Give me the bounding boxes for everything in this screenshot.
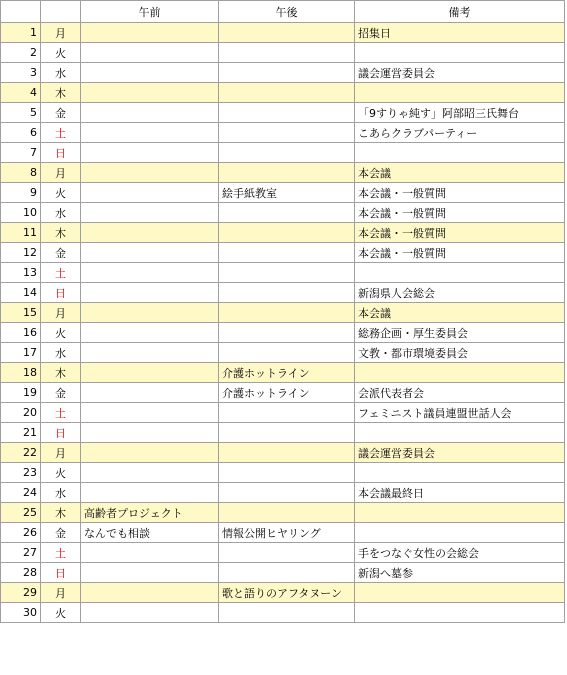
- afternoon-cell: [219, 23, 355, 43]
- morning-cell: [81, 263, 219, 283]
- notes-cell: 本会議最終日: [355, 483, 565, 503]
- morning-cell: [81, 123, 219, 143]
- weekday-cell: 木: [41, 363, 81, 383]
- morning-cell: [81, 243, 219, 263]
- day-cell: 6: [1, 123, 41, 143]
- morning-cell: [81, 343, 219, 363]
- notes-cell: 本会議・一般質問: [355, 203, 565, 223]
- morning-cell: [81, 43, 219, 63]
- weekday-cell: 火: [41, 183, 81, 203]
- morning-cell: 高齢者プロジェクト: [81, 503, 219, 523]
- table-row: [1, 283, 565, 303]
- table-row: [1, 403, 565, 423]
- table-row: [1, 263, 565, 283]
- afternoon-cell: [219, 43, 355, 63]
- weekday-cell: 月: [41, 23, 81, 43]
- notes-cell: [355, 463, 565, 483]
- notes-cell: 手をつなぐ女性の会総会: [355, 543, 565, 563]
- weekday-cell: 金: [41, 243, 81, 263]
- notes-cell: [355, 363, 565, 383]
- morning-cell: [81, 583, 219, 603]
- weekday-cell: 土: [41, 403, 81, 423]
- weekday-cell: 日: [41, 283, 81, 303]
- table-row: [1, 223, 565, 243]
- table-row: [1, 123, 565, 143]
- morning-cell: [81, 223, 219, 243]
- afternoon-cell: [219, 403, 355, 423]
- afternoon-cell: 介護ホットライン: [219, 383, 355, 403]
- weekday-cell: 金: [41, 523, 81, 543]
- notes-cell: 議会運営委員会: [355, 63, 565, 83]
- weekday-cell: 月: [41, 163, 81, 183]
- header-notes: 備考: [355, 1, 565, 23]
- header-day: [1, 1, 41, 23]
- table-row: [1, 363, 565, 383]
- table-row: [1, 103, 565, 123]
- morning-cell: [81, 543, 219, 563]
- afternoon-cell: [219, 343, 355, 363]
- afternoon-cell: [219, 443, 355, 463]
- weekday-cell: 日: [41, 143, 81, 163]
- afternoon-cell: [219, 543, 355, 563]
- morning-cell: [81, 183, 219, 203]
- table-row: [1, 163, 565, 183]
- weekday-cell: 水: [41, 203, 81, 223]
- weekday-cell: 火: [41, 323, 81, 343]
- notes-cell: 本会議・一般質問: [355, 223, 565, 243]
- morning-cell: [81, 163, 219, 183]
- morning-cell: [81, 423, 219, 443]
- notes-cell: 「9すりゃ純す」阿部昭三氏舞台: [355, 103, 565, 123]
- table-row: [1, 243, 565, 263]
- morning-cell: [81, 603, 219, 623]
- day-cell: 27: [1, 543, 41, 563]
- morning-cell: [81, 23, 219, 43]
- notes-cell: 本会議: [355, 303, 565, 323]
- weekday-cell: 水: [41, 63, 81, 83]
- morning-cell: [81, 323, 219, 343]
- table-row: [1, 203, 565, 223]
- weekday-cell: 木: [41, 83, 81, 103]
- morning-cell: [81, 563, 219, 583]
- notes-cell: 新潟へ墓参: [355, 563, 565, 583]
- day-cell: 26: [1, 523, 41, 543]
- table-row: [1, 423, 565, 443]
- afternoon-cell: [219, 603, 355, 623]
- weekday-cell: 金: [41, 383, 81, 403]
- header-afternoon: 午後: [219, 1, 355, 23]
- afternoon-cell: [219, 503, 355, 523]
- table-row: [1, 583, 565, 603]
- morning-cell: [81, 363, 219, 383]
- morning-cell: [81, 383, 219, 403]
- afternoon-cell: [219, 303, 355, 323]
- day-cell: 30: [1, 603, 41, 623]
- weekday-cell: 火: [41, 463, 81, 483]
- morning-cell: [81, 63, 219, 83]
- table-row: [1, 83, 565, 103]
- afternoon-cell: [219, 243, 355, 263]
- weekday-cell: 木: [41, 503, 81, 523]
- table-row: [1, 63, 565, 83]
- notes-cell: 文教・都市環境委員会: [355, 343, 565, 363]
- notes-cell: 総務企画・厚生委員会: [355, 323, 565, 343]
- afternoon-cell: [219, 143, 355, 163]
- notes-cell: 招集日: [355, 23, 565, 43]
- morning-cell: [81, 443, 219, 463]
- morning-cell: [81, 103, 219, 123]
- weekday-cell: 土: [41, 263, 81, 283]
- table-row: [1, 143, 565, 163]
- afternoon-cell: [219, 83, 355, 103]
- day-cell: 29: [1, 583, 41, 603]
- notes-cell: [355, 523, 565, 543]
- weekday-cell: 金: [41, 103, 81, 123]
- day-cell: 22: [1, 443, 41, 463]
- day-cell: 24: [1, 483, 41, 503]
- morning-cell: [81, 403, 219, 423]
- day-cell: 8: [1, 163, 41, 183]
- day-cell: 2: [1, 43, 41, 63]
- header-row: [1, 1, 565, 23]
- day-cell: 7: [1, 143, 41, 163]
- notes-cell: [355, 603, 565, 623]
- afternoon-cell: [219, 323, 355, 343]
- morning-cell: [81, 143, 219, 163]
- table-row: [1, 523, 565, 543]
- header-morning: 午前: [81, 1, 219, 23]
- table-row: [1, 183, 565, 203]
- table-row: [1, 503, 565, 523]
- weekday-cell: 日: [41, 423, 81, 443]
- afternoon-cell: [219, 463, 355, 483]
- notes-cell: フェミニスト議員連盟世話人会: [355, 403, 565, 423]
- notes-cell: [355, 503, 565, 523]
- day-cell: 19: [1, 383, 41, 403]
- notes-cell: 会派代表者会: [355, 383, 565, 403]
- afternoon-cell: 歌と語りのアフタヌーン: [219, 583, 355, 603]
- day-cell: 1: [1, 23, 41, 43]
- notes-cell: [355, 43, 565, 63]
- notes-cell: [355, 583, 565, 603]
- table-row: [1, 483, 565, 503]
- weekday-cell: 水: [41, 343, 81, 363]
- afternoon-cell: [219, 203, 355, 223]
- notes-cell: 本会議・一般質問: [355, 183, 565, 203]
- afternoon-cell: [219, 223, 355, 243]
- day-cell: 10: [1, 203, 41, 223]
- day-cell: 9: [1, 183, 41, 203]
- notes-cell: [355, 83, 565, 103]
- afternoon-cell: [219, 423, 355, 443]
- morning-cell: [81, 83, 219, 103]
- morning-cell: [81, 203, 219, 223]
- table-row: [1, 543, 565, 563]
- day-cell: 23: [1, 463, 41, 483]
- morning-cell: なんでも相談: [81, 523, 219, 543]
- table-row: [1, 383, 565, 403]
- notes-cell: [355, 423, 565, 443]
- table-row: [1, 443, 565, 463]
- table-row: [1, 323, 565, 343]
- weekday-cell: 月: [41, 303, 81, 323]
- day-cell: 20: [1, 403, 41, 423]
- weekday-cell: 火: [41, 603, 81, 623]
- notes-cell: [355, 263, 565, 283]
- table-row: [1, 563, 565, 583]
- day-cell: 11: [1, 223, 41, 243]
- day-cell: 13: [1, 263, 41, 283]
- notes-cell: こあらクラブパーティー: [355, 123, 565, 143]
- day-cell: 14: [1, 283, 41, 303]
- weekday-cell: 水: [41, 483, 81, 503]
- day-cell: 18: [1, 363, 41, 383]
- day-cell: 25: [1, 503, 41, 523]
- header-weekday: [41, 1, 81, 23]
- day-cell: 21: [1, 423, 41, 443]
- afternoon-cell: [219, 263, 355, 283]
- weekday-cell: 月: [41, 443, 81, 463]
- day-cell: 15: [1, 303, 41, 323]
- afternoon-cell: [219, 103, 355, 123]
- day-cell: 17: [1, 343, 41, 363]
- morning-cell: [81, 463, 219, 483]
- day-cell: 5: [1, 103, 41, 123]
- notes-cell: [355, 143, 565, 163]
- table-row: [1, 343, 565, 363]
- afternoon-cell: [219, 123, 355, 143]
- notes-cell: 議会運営委員会: [355, 443, 565, 463]
- weekday-cell: 月: [41, 583, 81, 603]
- afternoon-cell: [219, 163, 355, 183]
- weekday-cell: 日: [41, 563, 81, 583]
- table-row: [1, 303, 565, 323]
- morning-cell: [81, 483, 219, 503]
- table-row: [1, 603, 565, 623]
- weekday-cell: 土: [41, 543, 81, 563]
- notes-cell: 新潟県人会総会: [355, 283, 565, 303]
- day-cell: 12: [1, 243, 41, 263]
- weekday-cell: 土: [41, 123, 81, 143]
- day-cell: 4: [1, 83, 41, 103]
- table-row: [1, 43, 565, 63]
- morning-cell: [81, 283, 219, 303]
- morning-cell: [81, 303, 219, 323]
- afternoon-cell: 絵手紙教室: [219, 183, 355, 203]
- weekday-cell: 火: [41, 43, 81, 63]
- afternoon-cell: 介護ホットライン: [219, 363, 355, 383]
- afternoon-cell: [219, 563, 355, 583]
- notes-cell: 本会議: [355, 163, 565, 183]
- table-row: [1, 463, 565, 483]
- day-cell: 28: [1, 563, 41, 583]
- afternoon-cell: [219, 483, 355, 503]
- day-cell: 16: [1, 323, 41, 343]
- afternoon-cell: 情報公開ヒヤリング: [219, 523, 355, 543]
- afternoon-cell: [219, 63, 355, 83]
- afternoon-cell: [219, 283, 355, 303]
- table-row: [1, 23, 565, 43]
- day-cell: 3: [1, 63, 41, 83]
- notes-cell: 本会議・一般質問: [355, 243, 565, 263]
- weekday-cell: 木: [41, 223, 81, 243]
